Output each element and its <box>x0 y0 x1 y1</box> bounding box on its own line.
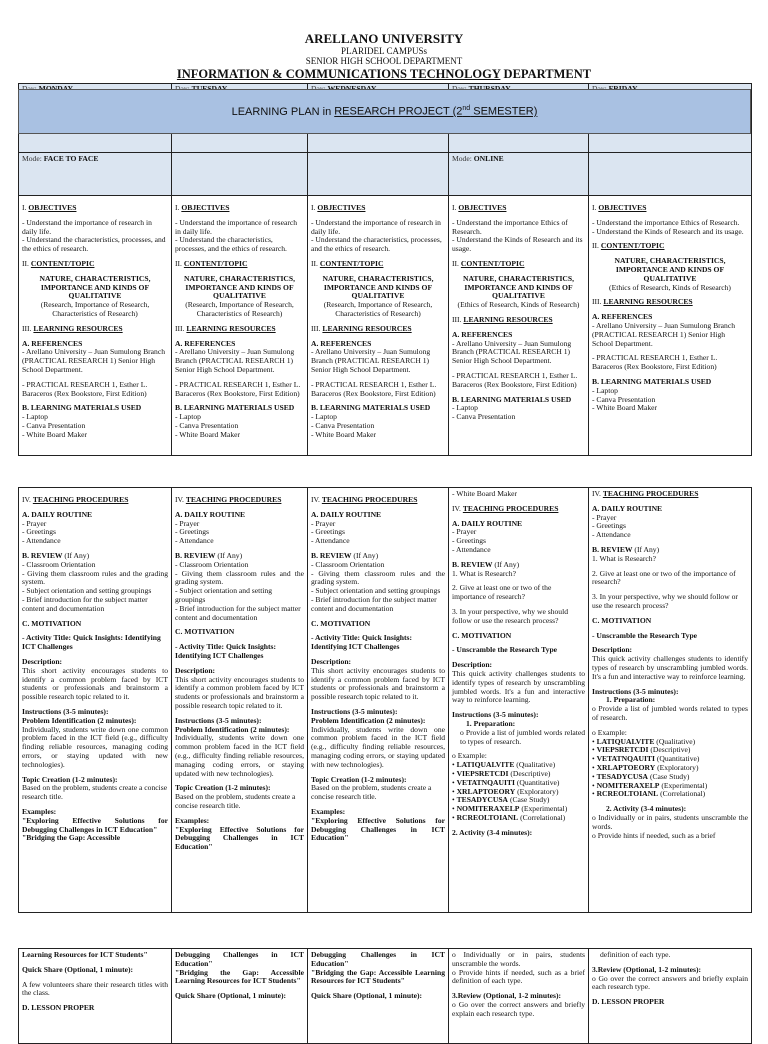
routine-attendance: - Attendance <box>311 536 350 546</box>
resources-heading: III. LEARNING RESOURCES <box>22 323 123 333</box>
review-step-label: 3.Review (Optional, 1-2 minutes): <box>592 964 702 974</box>
example-1-cont: Debugging Challenges in ICT Education" <box>175 950 304 968</box>
material-board: - White Board Maker <box>22 429 88 439</box>
daily-routine-heading: A. DAILY ROUTINE <box>592 503 663 513</box>
problem-id-description: Individually, students write down one common problem faced in the ICT field (e.g., difficulty finding reliable resources, managing coding errors, or staying updated with new technologies). <box>175 733 304 778</box>
reference-a: - Arellano University – Juan Sumulong Branch (PRACTICAL RESEARCH 1) Senior High School Department. <box>175 347 295 374</box>
material-canva: - Canva Presentation <box>311 420 375 430</box>
example-1-cont: Debugging Challenges in ICT Education" <box>311 950 445 968</box>
example-1: "Exploring Effective Solutions for Debugging Challenges in ICT Education" <box>22 815 168 834</box>
procedures-heading: IV. TEACHING PROCEDURES <box>311 495 418 504</box>
topic-subtitle: (Ethics of Research, Kinds of Research) <box>457 300 580 310</box>
continuation-cell-friday <box>589 949 752 1044</box>
mode-cell-friday <box>589 153 752 196</box>
review-question-1: 1. What is Research? <box>452 568 516 578</box>
mode-cell-wednesday <box>308 153 449 196</box>
references-heading: A. REFERENCES <box>175 338 236 348</box>
mode-label: Mode: <box>22 154 42 163</box>
topic-creation-description: Based on the problem, students create a concise research title. <box>311 783 432 802</box>
description-label: Description: <box>592 645 633 655</box>
procedures-cell-tuesday <box>172 488 308 913</box>
materials-heading: B. LEARNING MATERIALS USED <box>175 403 295 413</box>
ict-title-underlined: INFORMATION & COMMUNICATIONS TECHNOLOGY <box>176 67 501 81</box>
plan-cell-wednesday <box>308 196 449 456</box>
reference-a: - Arellano University – Juan Sumulong Branch (PRACTICAL RESEARCH 1) Senior High School Department. <box>311 347 431 374</box>
review-rules: - Giving them classroom rules and the grading system. <box>175 568 304 587</box>
material-board: - White Board Maker <box>592 403 658 413</box>
routine-prayer: - Prayer <box>452 527 477 537</box>
material-board: - White Board Maker <box>452 489 518 498</box>
department-name: SENIOR HIGH SCHOOL DEPARTMENT <box>305 56 463 66</box>
problem-id-label: Problem Identification (2 minutes): <box>311 715 426 725</box>
objectives-heading: I. OBJECTIVES <box>22 203 77 212</box>
activity-description: This short activity encourages students to identify a common problem faced by ICT students or professionals and brainstorm a possible research topic related to it. <box>175 674 304 710</box>
material-board: - White Board Maker <box>175 429 241 439</box>
description-label: Description: <box>311 656 352 666</box>
example-2-end: Learning Resources for ICT Students" <box>22 950 148 959</box>
reference-a: - Arellano University – Juan Sumulong Branch (PRACTICAL RESEARCH 1) Senior High School Department. <box>22 347 165 374</box>
activity-step-label: 2. Activity (3-4 minutes): <box>606 804 687 814</box>
procedures-cell-wednesday <box>308 488 449 913</box>
review-question-3: 3. In your perspective, why we should follow or use the research process? <box>592 592 738 610</box>
objectives-heading: I. OBJECTIVES <box>592 203 647 212</box>
objectives-heading: I. OBJECTIVES <box>311 203 366 212</box>
review-orientation: - Classroom Orientation <box>22 559 96 569</box>
review-orientation: - Classroom Orientation <box>175 559 249 569</box>
topic-title: NATURE, CHARACTERISTICS, IMPORTANCE AND KINDS OF QUALITATIVE <box>39 273 151 301</box>
word-2: • VIEPSRETCDI (Descriptive) <box>592 745 691 755</box>
content-heading: II. CONTENT/TOPIC <box>175 258 248 268</box>
example-2: "Bridging the Gap: Accessible Learning Resources for ICT Students" <box>175 967 304 986</box>
procedures-heading: IV. TEACHING PROCEDURES <box>592 489 699 498</box>
problem-id-label: Problem Identification (2 minutes): <box>175 724 290 734</box>
material-laptop: - Laptop <box>592 385 618 395</box>
mode-label: Mode: <box>452 154 472 163</box>
instructions-label: Instructions (3-5 minutes): <box>452 710 539 720</box>
mode-thursday: ONLINE <box>473 154 504 163</box>
preparation-description: o Provide a list of jumbled words related to types of research. <box>592 704 748 722</box>
topic-title: NATURE, CHARACTERISTICS, IMPORTANCE AND KINDS OF QUALITATIVE <box>462 273 575 301</box>
resources-heading: III. LEARNING RESOURCES <box>311 323 412 333</box>
description-label: Description: <box>452 660 493 670</box>
routine-attendance: - Attendance <box>592 530 631 540</box>
reference-b: - PRACTICAL RESEARCH 1, Esther L. Baraceros (Rex Bookstore, First Edition) <box>22 379 148 398</box>
motivation-heading: C. MOTIVATION <box>311 618 371 628</box>
routine-attendance: - Attendance <box>22 536 61 546</box>
objectives-text: - Understand the importance Ethics of Research. - Understand the Kinds of Research and its usage. <box>452 217 583 254</box>
word-5: • TESADYCUSA (Case Study) <box>592 771 690 781</box>
examples-label: Examples: <box>311 806 346 816</box>
banner-subject: RESEARCH PROJECT (2nd SEMESTER) <box>334 105 538 118</box>
procedures-cell-friday <box>589 488 752 913</box>
review-groupings: - Subject orientation and setting groupings <box>22 586 152 596</box>
ict-title-suffix: DEPARTMENT <box>500 67 592 81</box>
mode-cell-monday <box>19 153 172 196</box>
topic-subtitle: (Research, Importance of Research, Characteristics of Research) <box>185 300 294 318</box>
unscramble-description: This quick activity challenges students to identify types of research by unscrambling jumbled words. It's a fun and interactive way to reinforce learning. <box>452 668 585 705</box>
plan-cell-monday <box>19 196 172 456</box>
procedures-heading: IV. TEACHING PROCEDURES <box>22 495 129 504</box>
instructions-label: Instructions (3-5 minutes): <box>175 715 262 725</box>
mode-cell-tuesday <box>172 153 308 196</box>
routine-attendance: - Attendance <box>452 544 491 554</box>
reference-b: - PRACTICAL RESEARCH 1, Esther L. Baraceros (Rex Bookstore, First Edition) <box>452 370 578 389</box>
hint-step-start: o Provide hints if needed, such as a brief <box>592 830 716 840</box>
references-heading: A. REFERENCES <box>452 329 513 339</box>
resources-heading: III. LEARNING RESOURCES <box>175 323 276 333</box>
review-intro: - Brief introduction for the subject matter content and documentation <box>175 603 301 622</box>
plan-cell-thursday <box>449 196 589 456</box>
unscramble-title: - Unscramble the Research Type <box>592 630 698 640</box>
plan-cell-tuesday <box>172 196 308 456</box>
procedures-cell-monday <box>19 488 172 913</box>
materials-heading: B. LEARNING MATERIALS USED <box>592 376 712 386</box>
review-heading: B. REVIEW (If Any) <box>452 559 520 569</box>
routine-prayer: - Prayer <box>175 518 200 528</box>
instructions-label: Instructions (3-5 minutes): <box>311 706 398 716</box>
review-heading: B. REVIEW (If Any) <box>592 544 660 554</box>
material-laptop: - Laptop <box>452 403 478 413</box>
content-heading: II. CONTENT/TOPIC <box>592 241 665 251</box>
quick-share-description: A few volunteers share their research titles with the class. <box>22 979 168 998</box>
objectives-text: - Understand the importance of research in daily life. - Understand the characteristics, processes, and the ethics of research. <box>22 217 166 254</box>
references-heading: A. REFERENCES <box>311 338 372 348</box>
motivation-heading: C. MOTIVATION <box>175 627 235 637</box>
pair-step: o Individually or in pairs, students unscramble the words. <box>452 950 586 968</box>
word-2: • VIEPSRETCDI (Descriptive) <box>452 768 551 778</box>
activity-description: This short activity encourages students to identify a common problem faced by ICT students or professionals and brainstorm a possible research topic related to it. <box>22 665 168 702</box>
routine-prayer: - Prayer <box>592 512 617 522</box>
references-heading: A. REFERENCES <box>22 338 83 348</box>
material-board: - White Board Maker <box>311 429 377 439</box>
motivation-heading: C. MOTIVATION <box>22 618 82 628</box>
review-step-description: o Go over the correct answers and briefly explain each research type. <box>452 999 585 1018</box>
routine-greetings: - Greetings <box>592 521 626 531</box>
continuation-cell-monday <box>19 949 172 1044</box>
word-6: • NOMITERAXELP (Experimental) <box>592 780 708 790</box>
review-step-description: o Go over the correct answers and briefly explain each research type. <box>592 973 748 992</box>
word-5: • TESADYCUSA (Case Study) <box>452 795 550 805</box>
lesson-proper-heading: D. LESSON PROPER <box>592 997 665 1007</box>
example-1: "Exploring Effective Solutions for Debugging Challenges in ICT Education" <box>311 815 445 843</box>
activity-step-label: 2. Activity (3-4 minutes): <box>452 827 533 837</box>
word-1: • LATIQUALVITE (Qualitative) <box>592 736 696 746</box>
activity-description: This short activity encourages students to identify a common problem faced by ICT students or professionals and brainstorm a possible research topic related to it. <box>311 665 445 702</box>
mode-cell-thursday <box>449 153 589 196</box>
ict-department-title <box>0 68 768 81</box>
continuation-cell-thursday <box>449 949 589 1044</box>
examples-label: Examples: <box>175 815 210 825</box>
review-groupings: - Subject orientation and setting groupings <box>311 586 441 596</box>
learning-plan-banner <box>18 89 751 134</box>
continuation-cell-tuesday <box>172 949 308 1044</box>
topic-creation-label: Topic Creation (1-2 minutes): <box>22 774 118 784</box>
campus-name: PLARIDEL CAMPUSs <box>341 46 427 56</box>
review-question-1: 1. What is Research? <box>592 553 656 563</box>
problem-id-description: Individually, students write down one common problem faced in the ICT field (e.g., difficulty finding reliable resources, managing coding errors, or staying updated with new technologies). <box>311 724 445 769</box>
plan-table-part-1 <box>18 83 752 456</box>
topic-subtitle: (Research, Importance of Research, Characteristics of Research) <box>40 300 150 318</box>
routine-prayer: - Prayer <box>22 518 47 528</box>
material-laptop: - Laptop <box>22 412 48 422</box>
preparation-label: 1. Preparation: <box>606 695 656 705</box>
motivation-heading: C. MOTIVATION <box>592 615 652 625</box>
examples-label: Examples: <box>22 806 57 816</box>
word-4: • XRLAPTOEORY (Exploratory) <box>592 762 699 772</box>
review-question-2: 2. Give at least one or two of the importance of research? <box>592 568 736 587</box>
topic-title: NATURE, CHARACTERISTICS, IMPORTANCE AND KINDS OF QUALITATIVE <box>322 273 434 301</box>
routine-greetings: - Greetings <box>311 527 345 537</box>
objectives-heading: I. OBJECTIVES <box>452 203 507 212</box>
material-laptop: - Laptop <box>311 412 337 422</box>
review-orientation: - Classroom Orientation <box>311 559 385 569</box>
topic-creation-label: Topic Creation (1-2 minutes): <box>311 774 407 784</box>
quick-share-label: Quick Share (Optional, 1 minute): <box>175 991 287 1001</box>
topic-creation-description: Based on the problem, students create a concise research title. <box>22 783 168 802</box>
banner-prefix: LEARNING PLAN in <box>231 105 332 118</box>
problem-id-label: Problem Identification (2 minutes): <box>22 715 137 725</box>
instructions-label: Instructions (3-5 minutes): <box>22 706 109 716</box>
daily-routine-heading: A. DAILY ROUTINE <box>22 509 93 519</box>
materials-heading: B. LEARNING MATERIALS USED <box>22 403 142 413</box>
motivation-heading: C. MOTIVATION <box>452 630 512 640</box>
description-label: Description: <box>175 665 216 675</box>
quick-share-label: Quick Share (Optional, 1 minute): <box>311 991 423 1001</box>
word-3: • VETATNQAUITI (Quantitative) <box>452 777 560 787</box>
review-rules: - Giving them classroom rules and the grading system. <box>311 568 445 587</box>
topic-creation-description: Based on the problem, students create a concise research title. <box>175 792 296 810</box>
word-3: • VETATNQAUITI (Quantitative) <box>592 754 700 764</box>
material-canva: - Canva Presentation <box>452 412 516 422</box>
reference-b: - PRACTICAL RESEARCH 1, Esther L. Baraceros (Rex Bookstore, First Edition) <box>175 379 301 398</box>
review-question-2: 2. Give at least one or two of the importance of research? <box>452 583 552 602</box>
instructions-label: Instructions (3-5 minutes): <box>592 686 679 696</box>
routine-greetings: - Greetings <box>175 527 209 537</box>
continuation-cell-wednesday <box>308 949 449 1044</box>
material-canva: - Canva Presentation <box>22 420 86 430</box>
resources-heading: III. LEARNING RESOURCES <box>592 297 693 307</box>
objectives-text: - Understand the importance Ethics of Research. - Understand the Kinds of Research and its usage. <box>592 217 744 236</box>
pair-step: o Individually or in pairs, students unscramble the words. <box>592 812 748 831</box>
plan-cell-friday <box>589 196 752 456</box>
review-heading: B. REVIEW (If Any) <box>311 550 379 560</box>
material-canva: - Canva Presentation <box>592 394 656 404</box>
objectives-text: - Understand the importance of research in daily life. - Understand the characteristics, processes, and the ethics of research. <box>311 217 442 254</box>
example-label: o Example: <box>592 727 627 737</box>
objectives-text: - Understand the importance of research in daily life. - Understand the characteristics, processes, and the ethics of research. <box>175 217 298 254</box>
procedures-heading: IV. TEACHING PROCEDURES <box>175 495 282 504</box>
word-7: • RCREOLTOIANL (Correlational) <box>592 789 706 799</box>
example-2-start: "Bridging the Gap: Accessible <box>22 833 121 843</box>
example-2: "Bridging the Gap: Accessible Learning Resources for ICT Students" <box>311 967 445 986</box>
routine-attendance: - Attendance <box>175 536 214 546</box>
preparation-label: 1. Preparation: <box>466 718 516 728</box>
hint-step-end: definition of each type. <box>600 950 671 959</box>
word-4: • XRLAPTOEORY (Exploratory) <box>452 786 559 796</box>
daily-routine-heading: A. DAILY ROUTINE <box>311 509 382 519</box>
materials-heading: B. LEARNING MATERIALS USED <box>311 403 431 413</box>
lesson-proper-heading: D. LESSON PROPER <box>22 1003 95 1013</box>
topic-subtitle: (Ethics of Research, Kinds of Research) <box>609 282 731 292</box>
resources-heading: III. LEARNING RESOURCES <box>452 314 553 324</box>
university-name: ARELLANO UNIVERSITY <box>304 31 464 46</box>
review-heading: B. REVIEW (If Any) <box>175 550 243 560</box>
preparation-description: o Provide a list of jumbled words related to types of research. <box>460 727 585 746</box>
quick-share-label: Quick Share (Optional, 1 minute): <box>22 964 134 974</box>
material-canva: - Canva Presentation <box>175 420 239 430</box>
topic-subtitle: (Research, Importance of Research, Characteristics of Research) <box>323 300 433 318</box>
hint-step: o Provide hints if needed, such as a brief definition of each type. <box>452 967 585 986</box>
material-laptop: - Laptop <box>175 412 201 422</box>
mode-monday: FACE TO FACE <box>43 154 99 163</box>
review-intro: - Brief introduction for the subject matter content and documentation <box>311 594 437 613</box>
review-step-label: 3.Review (Optional, 1-2 minutes): <box>452 991 562 1001</box>
reference-a: - Arellano University – Juan Sumulong Branch (PRACTICAL RESEARCH 1) Senior High School Department. <box>452 338 572 366</box>
objectives-heading: I. OBJECTIVES <box>175 203 230 212</box>
materials-heading: B. LEARNING MATERIALS USED <box>452 394 572 404</box>
example-label: o Example: <box>452 751 487 761</box>
reference-b: - PRACTICAL RESEARCH 1, Esther L. Baraceros (Rex Bookstore, First Edition) <box>311 379 437 398</box>
review-intro: - Brief introduction for the subject matter content and documentation <box>22 594 148 613</box>
reference-b: - PRACTICAL RESEARCH 1, Esther L. Baraceros (Rex Bookstore, First Edition) <box>592 353 718 372</box>
routine-prayer: - Prayer <box>311 518 336 528</box>
daily-routine-heading: A. DAILY ROUTINE <box>452 518 523 528</box>
activity-title: - Activity Title: Quick Insights: Identifying ICT Challenges <box>175 642 276 660</box>
topic-title: NATURE, CHARACTERISTICS, IMPORTANCE AND KINDS OF QUALITATIVE <box>614 256 726 283</box>
activity-title: - Activity Title: Quick Insights: Identifying ICT Challenges <box>22 633 161 652</box>
word-6: • NOMITERAXELP (Experimental) <box>452 804 568 814</box>
plan-table-part-2 <box>18 487 752 913</box>
word-1: • LATIQUALVITE (Qualitative) <box>452 760 556 770</box>
content-heading: II. CONTENT/TOPIC <box>311 258 384 268</box>
activity-title: - Activity Title: Quick Insights: Identifying ICT Challenges <box>311 633 412 652</box>
problem-id-description: Individually, students write down one common problem faced in the ICT field (e.g., difficulty finding reliable resources, managing coding errors, or staying updated with new technologies). <box>22 724 168 769</box>
procedures-heading: IV. TEACHING PROCEDURES <box>452 503 559 513</box>
plan-table-part-3 <box>18 948 752 1044</box>
unscramble-title: - Unscramble the Research Type <box>452 645 558 655</box>
review-groupings: - Subject orientation and setting groupings <box>175 586 273 604</box>
review-rules: - Giving them classroom rules and the grading system. <box>22 568 168 587</box>
content-heading: II. CONTENT/TOPIC <box>22 258 95 268</box>
description-label: Description: <box>22 656 63 666</box>
routine-greetings: - Greetings <box>452 536 486 546</box>
content-heading: II. CONTENT/TOPIC <box>452 258 525 268</box>
topic-title: NATURE, CHARACTERISTICS, IMPORTANCE AND KINDS OF QUALITATIVE <box>183 273 296 301</box>
review-question-3: 3. In your perspective, why we should follow or use the research process? <box>452 606 568 625</box>
procedures-cell-thursday <box>449 488 589 913</box>
topic-creation-label: Topic Creation (1-2 minutes): <box>175 783 271 793</box>
references-heading: A. REFERENCES <box>592 312 653 322</box>
word-7: • RCREOLTOIANL (Correlational) <box>452 812 566 822</box>
review-heading: B. REVIEW (If Any) <box>22 550 90 560</box>
example-1: "Exploring Effective Solutions for Debugging Challenges in ICT Education" <box>175 824 304 852</box>
reference-a: - Arellano University – Juan Sumulong Branch (PRACTICAL RESEARCH 1) Senior High School Department. <box>592 320 735 348</box>
routine-greetings: - Greetings <box>22 527 56 537</box>
daily-routine-heading: A. DAILY ROUTINE <box>175 509 246 519</box>
unscramble-description: This quick activity challenges students to identify types of research by unscrambling jumbled words. It's a fun and interactive way to reinforce learning. <box>592 654 748 681</box>
